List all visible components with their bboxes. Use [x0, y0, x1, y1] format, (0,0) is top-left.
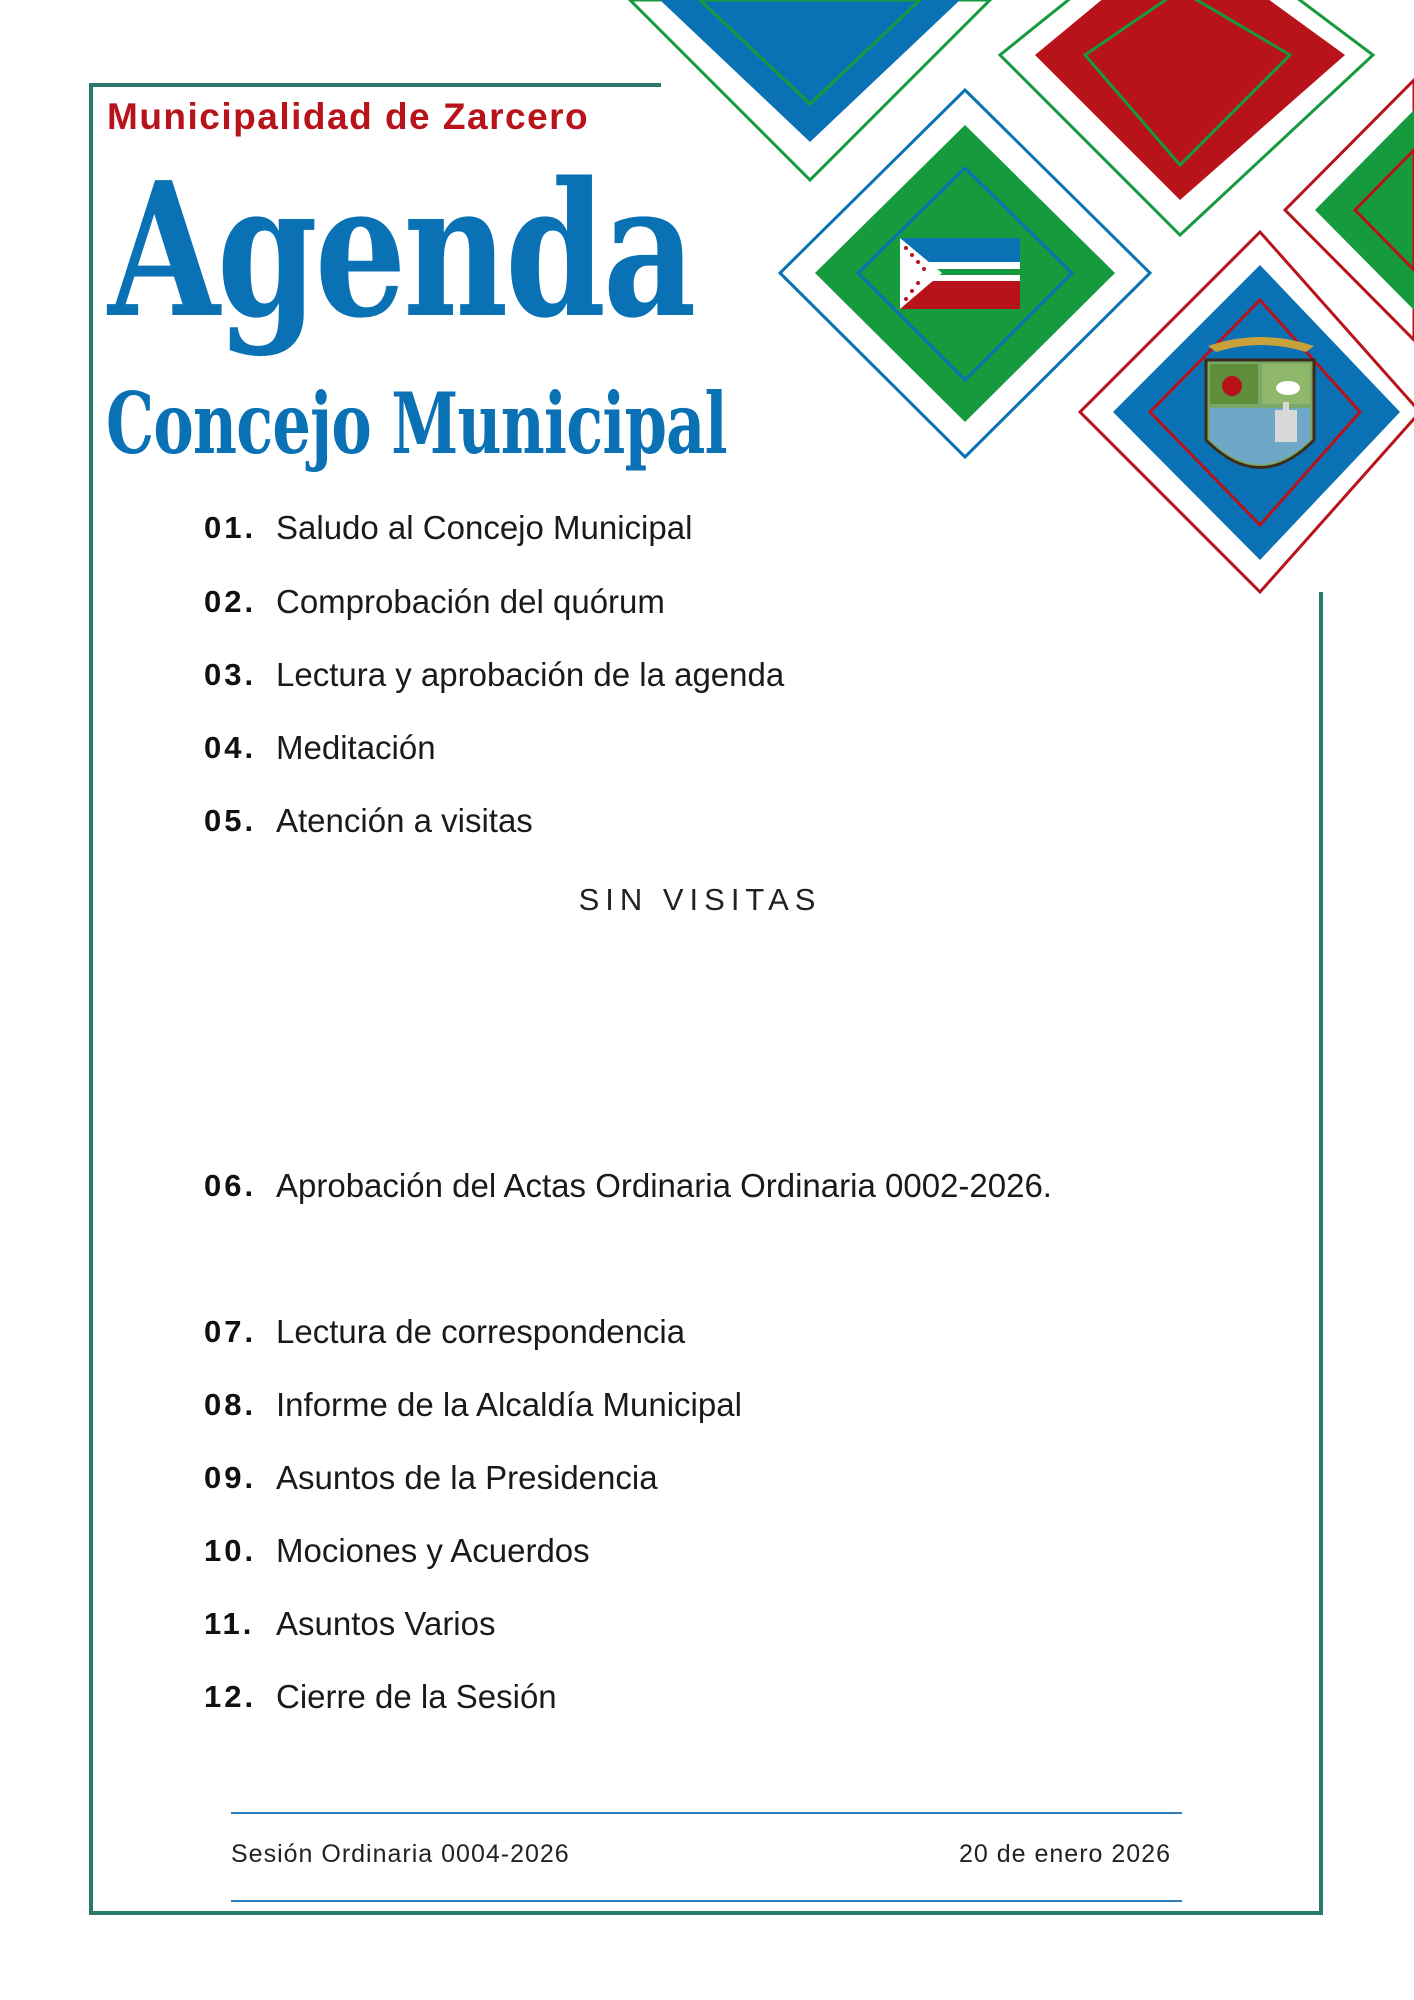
- decorative-diamonds: [620, 0, 1414, 600]
- frame-bottom-border: [89, 1911, 1323, 1915]
- footer-top-rule: [231, 1812, 1182, 1814]
- agenda-item-label: Lectura de correspondencia: [276, 1313, 686, 1350]
- agenda-item-number: 06.: [204, 1168, 257, 1203]
- blue-diamond-shape: [660, 0, 960, 142]
- frame-top-border: [89, 83, 661, 87]
- agenda-item-label: Saludo al Concejo Municipal: [276, 509, 693, 546]
- zarcero-flag-icon: [900, 238, 1020, 309]
- agenda-item-08: [204, 1383, 742, 1427]
- session-label: Sesión Ordinaria 0004-2026: [231, 1840, 570, 1868]
- agenda-item-number: 10.: [204, 1533, 257, 1568]
- agenda-item-label: Asuntos Varios: [276, 1605, 496, 1642]
- session-date: 20 de enero 2026: [958, 1840, 1171, 1868]
- agenda-item-label: Meditación: [276, 729, 436, 766]
- page-subtitle: Concejo Municipal: [106, 374, 727, 473]
- agenda-item-01: [204, 506, 692, 550]
- red-diamond-shape: [1035, 0, 1345, 200]
- agenda-item-11: [204, 1602, 496, 1646]
- agenda-item-04: [204, 726, 436, 770]
- agenda-item-number: 01.: [204, 510, 257, 545]
- agenda-item-label: Comprobación del quórum: [276, 583, 665, 620]
- agenda-item-number: 04.: [204, 730, 257, 765]
- agenda-item-label: Informe de la Alcaldía Municipal: [276, 1386, 742, 1423]
- frame-right-border: [1319, 592, 1323, 1915]
- agenda-item-number: 12.: [204, 1679, 257, 1714]
- agenda-item-label: Aprobación del Actas Ordinaria Ordinaria 0002-2026.: [276, 1167, 1052, 1204]
- page-title: Agenda: [108, 141, 694, 359]
- agenda-item-number: 07.: [204, 1314, 257, 1349]
- agenda-item-02: [204, 580, 665, 624]
- agenda-item-number: 08.: [204, 1387, 257, 1422]
- agenda-item-label: Cierre de la Sesión: [276, 1678, 557, 1715]
- visits-note: SIN VISITAS: [578, 882, 822, 917]
- agenda-item-05: [204, 799, 533, 843]
- agenda-item-number: 09.: [204, 1460, 257, 1495]
- frame-left-border: [89, 83, 93, 1915]
- agenda-item-number: 11.: [204, 1606, 255, 1641]
- agenda-item-09: [204, 1456, 658, 1500]
- agenda-item-label: Mociones y Acuerdos: [276, 1532, 590, 1569]
- agenda-item-label: Atención a visitas: [276, 802, 533, 839]
- agenda-item-number: 03.: [204, 657, 257, 692]
- agenda-item-label: Asuntos de la Presidencia: [276, 1459, 658, 1496]
- agenda-item-03: [204, 653, 784, 697]
- agenda-item-10: [204, 1529, 590, 1573]
- green-diamond-shape: [1315, 110, 1414, 310]
- agenda-item-label: Lectura y aprobación de la agenda: [276, 656, 785, 693]
- footer-bottom-rule: [231, 1900, 1182, 1902]
- agenda-item-number: 02.: [204, 584, 257, 619]
- agenda-item-07: [204, 1310, 685, 1354]
- agenda-item-12: [204, 1675, 557, 1719]
- organization-name: Municipalidad de Zarcero: [107, 96, 590, 137]
- agenda-item-number: 05.: [204, 803, 257, 838]
- agenda-item-06: [204, 1164, 1052, 1208]
